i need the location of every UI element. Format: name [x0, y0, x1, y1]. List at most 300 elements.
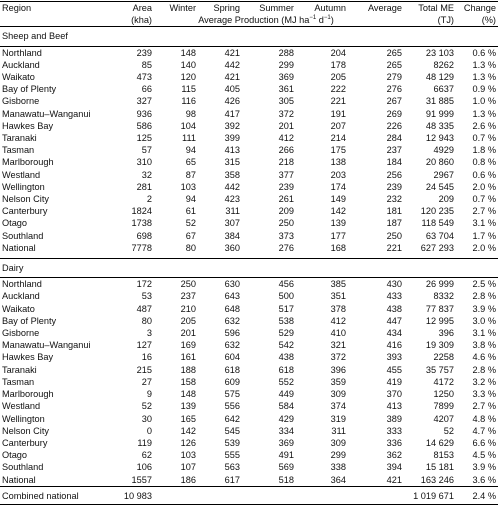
table-cell: 4.7 %: [472, 425, 496, 436]
row-label: Marlborough: [2, 157, 54, 168]
table-cell: 3: [146, 328, 152, 339]
row-label: Hawkes Bay: [2, 352, 54, 363]
table-cell: 266: [278, 145, 294, 156]
table-cell: 449: [278, 389, 294, 400]
table-cell: 643: [224, 291, 240, 302]
table-cell: 618: [278, 364, 294, 375]
table-cell: 4.6 %: [472, 352, 496, 363]
table-row: [0, 71, 498, 83]
table-cell: 201: [278, 120, 294, 131]
table-cell: 187: [386, 218, 402, 229]
table-row: [0, 339, 498, 351]
table-cell: 434: [386, 328, 402, 339]
table-cell: 106: [136, 462, 152, 473]
row-label: Taranaki: [2, 364, 37, 375]
table-cell: 299: [278, 59, 294, 70]
table-cell: 359: [330, 376, 346, 387]
table-cell: 269: [386, 108, 402, 119]
table-cell: 433: [386, 291, 402, 302]
table-cell: 32: [141, 169, 152, 180]
section-title: Dairy: [0, 259, 498, 278]
table-cell: 552: [278, 376, 294, 387]
section-heading-row: [0, 27, 498, 46]
table-cell: 586: [136, 120, 152, 131]
table-row: [0, 364, 498, 376]
table-cell: 98: [185, 108, 196, 119]
table-cell: 52: [141, 401, 152, 412]
table-cell: 3.9 %: [472, 462, 496, 473]
table-cell: 4207: [433, 413, 454, 424]
table-cell: [242, 486, 296, 504]
table-row: [0, 327, 498, 339]
table-cell: 140: [180, 59, 196, 70]
table-cell: 538: [278, 315, 294, 326]
table-cell: 372: [330, 352, 346, 363]
table-cell: 201: [180, 328, 196, 339]
table-cell: 385: [330, 279, 346, 290]
table-cell: 15 181: [425, 462, 454, 473]
table-cell: 456: [278, 279, 294, 290]
table-cell: [296, 486, 348, 504]
header-area: Area: [108, 2, 154, 15]
table-cell: 319: [330, 413, 346, 424]
table-row: [0, 278, 498, 291]
table-cell: 351: [330, 291, 346, 302]
table-cell: 1557: [131, 474, 152, 485]
table-cell: 3.8 %: [472, 340, 496, 351]
table-cell: 125: [136, 133, 152, 144]
table-cell: 142: [330, 206, 346, 217]
table-cell: 575: [224, 389, 240, 400]
table-cell: 396: [330, 364, 346, 375]
table-cell: 632: [224, 315, 240, 326]
table-cell: 218: [278, 157, 294, 168]
table-cell: 2.0 %: [472, 181, 496, 192]
table-body: [0, 27, 498, 505]
table-cell: 487: [136, 303, 152, 314]
table-cell: 377: [278, 169, 294, 180]
table-cell: 412: [330, 315, 346, 326]
table-cell: 3.1 %: [472, 328, 496, 339]
table-cell: 226: [386, 120, 402, 131]
table-cell: 529: [278, 328, 294, 339]
table-cell: 191: [330, 108, 346, 119]
row-label: Canterbury: [2, 437, 48, 448]
table-cell: 207: [330, 120, 346, 131]
section-heading-row: [0, 259, 498, 278]
table-cell: 27: [141, 376, 152, 387]
table-cell: 517: [278, 303, 294, 314]
table-cell: 500: [278, 291, 294, 302]
table-cell: 310: [136, 157, 152, 168]
table-cell: 20 860: [425, 157, 454, 168]
table-cell: 362: [386, 450, 402, 461]
table-cell: 115: [181, 84, 196, 95]
table-cell: 204: [330, 47, 346, 58]
table-cell: 618: [224, 364, 240, 375]
table-cell: 1.3 %: [472, 59, 496, 70]
table-cell: 563: [224, 462, 240, 473]
row-label: Northland: [2, 47, 42, 58]
table-cell: 491: [278, 450, 294, 461]
header-autumn: Autumn: [296, 2, 348, 15]
table-cell: 336: [386, 437, 402, 448]
table-cell: 139: [180, 401, 196, 412]
table-header: [0, 2, 498, 27]
table-cell: 288: [278, 47, 294, 58]
table-row: [0, 303, 498, 315]
table-cell: 0: [146, 425, 152, 436]
row-label: Manawatu–Wanganui: [2, 108, 91, 119]
table-cell: 372: [278, 108, 294, 119]
row-label: Nelson City: [2, 425, 49, 436]
table-cell: 2.4 %: [456, 486, 498, 504]
table-cell: 9: [146, 389, 152, 400]
table-cell: 221: [330, 96, 346, 107]
table-cell: 2.8 %: [472, 291, 496, 302]
header-spring: Spring: [198, 2, 242, 15]
table-cell: 103: [180, 181, 196, 192]
table-cell: 163 246: [420, 474, 454, 485]
table-cell: 4172: [433, 376, 454, 387]
table-cell: 3.0 %: [472, 315, 496, 326]
table-cell: 63 704: [425, 230, 454, 241]
table-cell: 120: [180, 72, 196, 83]
table-cell: 30: [141, 413, 152, 424]
row-label: Otago: [2, 218, 28, 229]
row-label: National: [2, 242, 36, 253]
table-cell: 2.6 %: [472, 120, 496, 131]
table-cell: 48 335: [425, 120, 454, 131]
table-cell: 94: [185, 194, 196, 205]
table-cell: 542: [278, 340, 294, 351]
table-row: [0, 437, 498, 449]
table-cell: 16: [141, 352, 152, 363]
table-cell: [154, 486, 198, 504]
table-cell: 111: [182, 133, 196, 144]
table-cell: 584: [278, 401, 294, 412]
table-cell: 215: [136, 364, 152, 375]
table-cell: 393: [386, 352, 402, 363]
table-cell: 442: [224, 59, 240, 70]
table-cell: 0.7 %: [472, 194, 496, 205]
table-row: [0, 230, 498, 242]
table-cell: 148: [180, 47, 196, 58]
table-cell: 232: [386, 194, 402, 205]
table-cell: 250: [278, 218, 294, 229]
table-row: [0, 108, 498, 120]
table-cell: 518: [278, 474, 294, 485]
table-cell: 1.3 %: [472, 72, 496, 83]
table-cell: 1.8 %: [472, 145, 496, 156]
table-cell: 423: [224, 194, 240, 205]
table-cell: 2.8 %: [472, 364, 496, 375]
table-cell: 417: [224, 108, 240, 119]
table-cell: 77 837: [425, 303, 454, 314]
table-cell: 62: [141, 450, 152, 461]
table-cell: 426: [224, 96, 240, 107]
table-cell: 120 235: [420, 206, 454, 217]
table-cell: 168: [330, 242, 346, 253]
table-cell: 392: [224, 120, 240, 131]
table-cell: 103: [180, 450, 196, 461]
table-cell: 52: [185, 218, 196, 229]
table-cell: 14 629: [425, 437, 454, 448]
table-cell: 416: [386, 340, 402, 351]
table-cell: 309: [330, 389, 346, 400]
table-cell: 6.6 %: [472, 437, 496, 448]
table-cell: 104: [180, 120, 196, 131]
table-cell: 3.3 %: [472, 389, 496, 400]
table-cell: 632: [224, 340, 240, 351]
table-cell: 149: [330, 194, 346, 205]
table-cell: 1 019 671: [404, 486, 456, 504]
table-row: [0, 59, 498, 71]
table-cell: 53: [141, 291, 152, 302]
table-cell: 237: [386, 145, 402, 156]
table-cell: 267: [386, 96, 402, 107]
table-cell: 35 757: [425, 364, 454, 375]
table-cell: 648: [224, 303, 240, 314]
table-cell: 239: [278, 181, 294, 192]
table-cell: 698: [136, 230, 152, 241]
row-label: Marlborough: [2, 389, 54, 400]
table-cell: 174: [330, 181, 346, 192]
table-cell: 384: [224, 230, 240, 241]
row-label: Taranaki: [2, 133, 37, 144]
row-label: Auckland: [2, 291, 40, 302]
table-cell: 148: [180, 389, 196, 400]
table-cell: 0.7 %: [472, 133, 496, 144]
table-cell: 2.5 %: [472, 279, 496, 290]
table-cell: 52: [443, 425, 454, 436]
table-cell: 307: [224, 218, 240, 229]
table-cell: 0.8 %: [472, 157, 496, 168]
table-row: [0, 181, 498, 193]
table-cell: 66: [141, 84, 152, 95]
production-table: [0, 1, 498, 505]
table-cell: 116: [181, 96, 196, 107]
table-cell: 127: [136, 340, 152, 351]
table-row: [0, 388, 498, 400]
table-cell: 276: [386, 84, 402, 95]
table-row: [0, 156, 498, 168]
table-cell: 8332: [433, 291, 454, 302]
table-row: [0, 290, 498, 302]
table-cell: 175: [330, 145, 346, 156]
table-cell: 556: [224, 401, 240, 412]
table-cell: 281: [136, 181, 152, 192]
table-cell: 169: [180, 340, 196, 351]
table-cell: 430: [386, 279, 402, 290]
table-cell: 370: [386, 389, 402, 400]
table-cell: 1.7 %: [472, 230, 496, 241]
table-cell: 57: [141, 145, 152, 156]
table-cell: 609: [224, 376, 240, 387]
table-cell: 399: [224, 133, 240, 144]
table-cell: 338: [330, 462, 346, 473]
table-cell: 65: [185, 157, 196, 168]
table-cell: 261: [278, 194, 294, 205]
table-cell: 80: [185, 242, 196, 253]
table-cell: 455: [386, 364, 402, 375]
table-cell: 188: [180, 364, 196, 375]
table-cell: 299: [330, 450, 346, 461]
table-cell: 413: [386, 401, 402, 412]
table-cell: 85: [141, 59, 152, 70]
table-row: [0, 95, 498, 107]
table-cell: 256: [386, 169, 402, 180]
table-cell: 250: [386, 230, 402, 241]
table-cell: 369: [278, 437, 294, 448]
row-label: Westland: [2, 401, 41, 412]
table-cell: 373: [278, 230, 294, 241]
table-cell: 333: [386, 425, 402, 436]
table-cell: 221: [386, 242, 402, 253]
table-cell: 419: [386, 376, 402, 387]
table-cell: 1738: [131, 218, 152, 229]
table-cell: 0.6 %: [472, 169, 496, 180]
table-cell: 311: [331, 425, 346, 436]
table-cell: 442: [224, 181, 240, 192]
table-cell: 265: [386, 59, 402, 70]
table-cell: 2258: [433, 352, 454, 363]
table-cell: 142: [180, 425, 196, 436]
table-cell: 23 103: [425, 47, 454, 58]
table-cell: 107: [180, 462, 196, 473]
table-row: [0, 193, 498, 205]
table-cell: 321: [330, 340, 346, 351]
table-cell: 2.7 %: [472, 206, 496, 217]
table-cell: 265: [386, 47, 402, 58]
table-cell: 8262: [433, 59, 454, 70]
table-cell: 3.2 %: [472, 376, 496, 387]
table-cell: [198, 486, 242, 504]
row-label: Wellington: [2, 413, 45, 424]
table-cell: 596: [224, 328, 240, 339]
table-cell: 26 999: [425, 279, 454, 290]
table-cell: 421: [386, 474, 402, 485]
table-cell: 181: [386, 206, 402, 217]
table-cell: 118 549: [421, 218, 454, 229]
table-cell: 539: [224, 437, 240, 448]
table-cell: 555: [224, 450, 240, 461]
table-cell: 203: [330, 169, 346, 180]
table-cell: 94: [185, 145, 196, 156]
table-cell: [348, 486, 404, 504]
table-cell: 177: [330, 230, 346, 241]
row-label: Auckland: [2, 59, 40, 70]
row-label: Gisborne: [2, 328, 40, 339]
table-cell: 473: [136, 72, 152, 83]
table-row: [0, 351, 498, 363]
combined-national-row: [0, 486, 498, 504]
table-row: [0, 217, 498, 229]
table-cell: 7778: [131, 242, 152, 253]
table-cell: 2967: [433, 169, 454, 180]
table-cell: 276: [278, 242, 294, 253]
table-cell: 172: [136, 279, 152, 290]
table-cell: 61: [185, 206, 196, 217]
table-cell: 545: [224, 425, 240, 436]
table-cell: 3.6 %: [472, 474, 496, 485]
table-cell: 396: [438, 328, 454, 339]
table-cell: 210: [180, 303, 196, 314]
header-winter: Winter: [154, 2, 198, 15]
table-cell: 0.9 %: [472, 84, 496, 95]
table-cell: 438: [278, 352, 294, 363]
table-cell: 250: [180, 279, 196, 290]
row-label: Hawkes Bay: [2, 120, 54, 131]
table-cell: 8153: [433, 450, 454, 461]
table-cell: 4.5 %: [472, 450, 496, 461]
table-cell: 284: [386, 133, 402, 144]
header-change-unit: (%): [456, 14, 498, 27]
table-cell: 394: [386, 462, 402, 473]
table-cell: 4.8 %: [472, 413, 496, 424]
table-row: [0, 144, 498, 156]
row-label: Southland: [2, 462, 44, 473]
table-cell: 205: [330, 72, 346, 83]
table-cell: 239: [386, 181, 402, 192]
table-cell: 364: [330, 474, 346, 485]
row-label: Gisborne: [2, 96, 40, 107]
table-cell: 6637: [433, 84, 454, 95]
table-row: [0, 400, 498, 412]
table-cell: 67: [185, 230, 196, 241]
table-cell: 3.9 %: [472, 303, 496, 314]
header-area-unit: (kha): [108, 14, 154, 27]
row-label: Otago: [2, 450, 28, 461]
table-cell: 327: [136, 96, 152, 107]
table-cell: 421: [224, 47, 240, 58]
table-cell: 360: [224, 242, 240, 253]
table-cell: 209: [438, 194, 454, 205]
table-cell: 119: [137, 437, 152, 448]
table-cell: 569: [278, 462, 294, 473]
table-cell: 239: [136, 47, 152, 58]
table-cell: 311: [225, 206, 240, 217]
table-cell: 31 885: [425, 96, 454, 107]
table-cell: 138: [330, 157, 346, 168]
table-cell: 413: [224, 145, 240, 156]
table-cell: 378: [330, 303, 346, 314]
table-row: [0, 83, 498, 95]
table-cell: 205: [180, 315, 196, 326]
national-row: [0, 474, 498, 487]
table-cell: 237: [180, 291, 196, 302]
table-cell: 24 545: [425, 181, 454, 192]
table-cell: 374: [330, 401, 346, 412]
table-row: [0, 315, 498, 327]
table-cell: 627 293: [420, 242, 454, 253]
table-row: [0, 449, 498, 461]
table-cell: 309: [330, 437, 346, 448]
table-cell: 222: [330, 84, 346, 95]
table-cell: 334: [278, 425, 294, 436]
header-average-production: Average Production (MJ $ha^{-1}$ $d^{-1}$): [154, 14, 404, 27]
table-cell: 389: [386, 413, 402, 424]
table-cell: 438: [386, 303, 402, 314]
table-row: [0, 413, 498, 425]
table-cell: 3.1 %: [472, 218, 496, 229]
row-label: Wellington: [2, 181, 45, 192]
table-row: [0, 205, 498, 217]
table-cell: 358: [224, 169, 240, 180]
table-cell: 305: [278, 96, 294, 107]
table-cell: 1250: [433, 389, 454, 400]
table-cell: 2.0 %: [472, 242, 496, 253]
